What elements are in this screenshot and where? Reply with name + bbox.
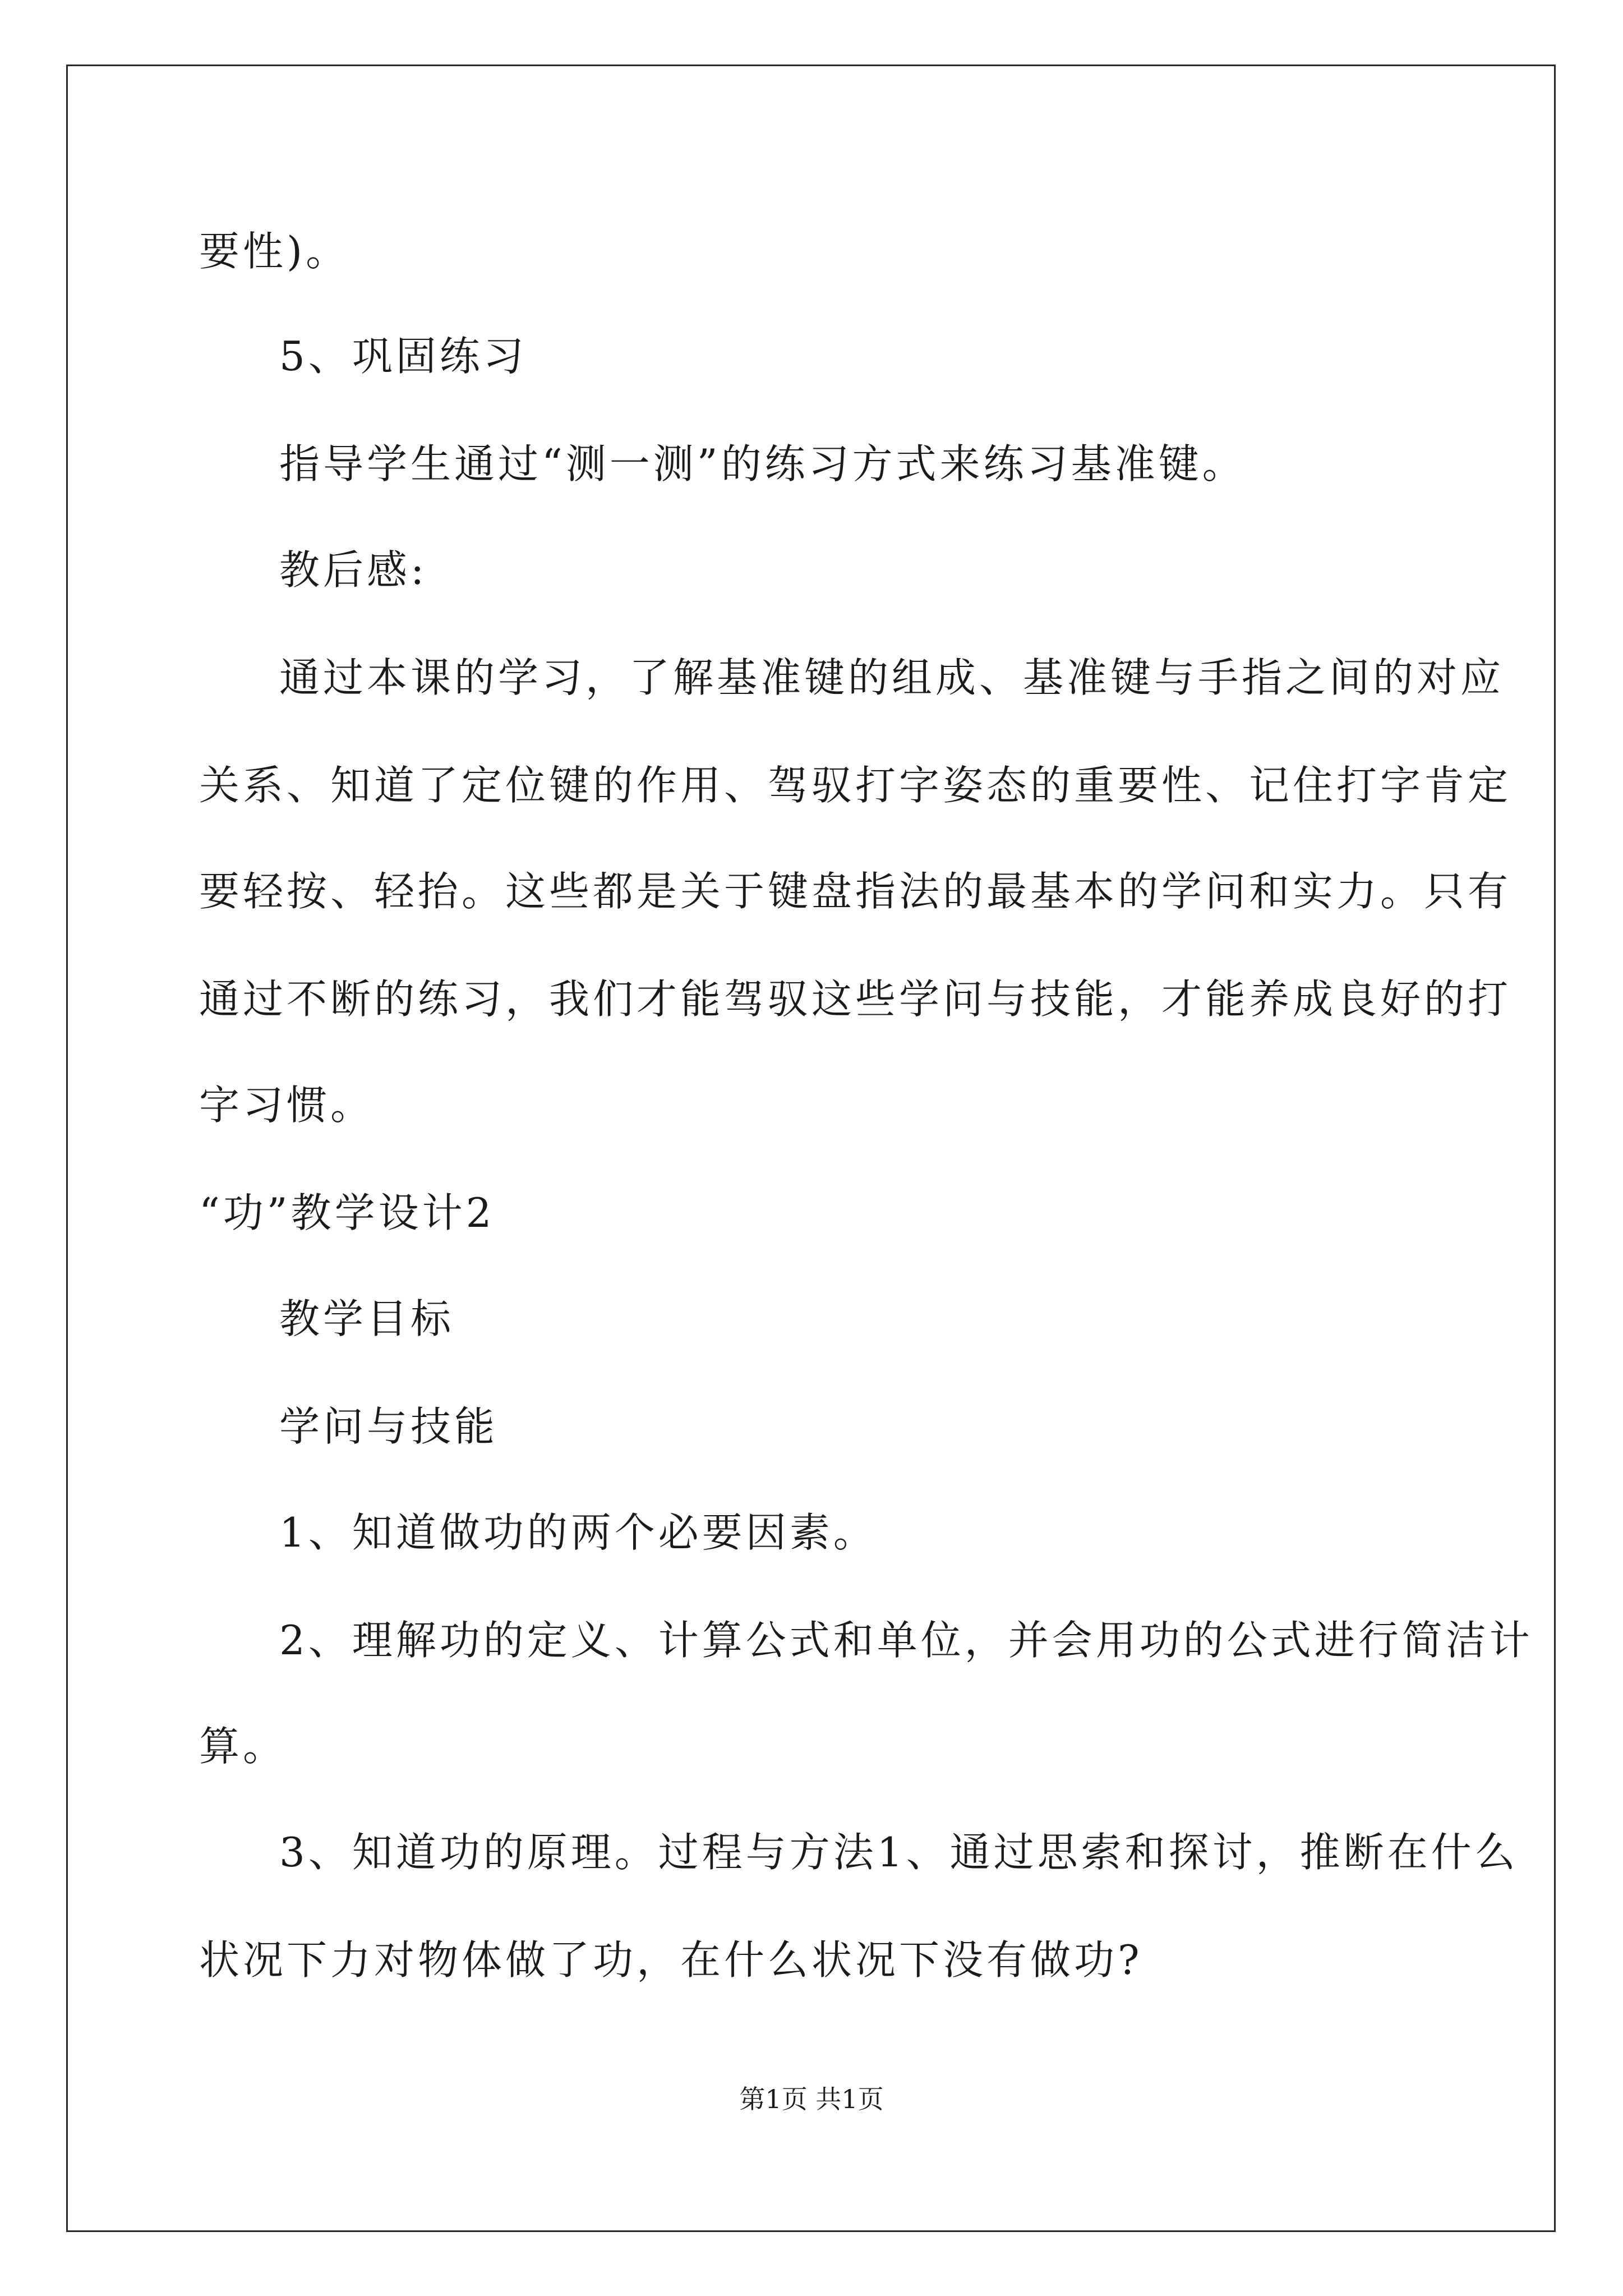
list-item: 3、知道功的原理。过程与方法1、通过思索和探讨，推断在什么 bbox=[279, 1829, 1519, 1876]
page-number: 第1页 共1页 bbox=[739, 2084, 884, 2114]
page-border bbox=[66, 65, 1556, 2232]
paragraph-line: 状况下力对物体做了功，在什么状况下没有做功? bbox=[199, 1936, 1143, 1984]
list-item: 1、知道做功的两个必要因素。 bbox=[279, 1509, 877, 1556]
section-heading: 学问与技能 bbox=[279, 1403, 499, 1450]
paragraph-line: 要性)。 bbox=[199, 228, 350, 275]
section-heading: 教学目标 bbox=[279, 1295, 455, 1342]
section-heading: 教后感: bbox=[279, 546, 428, 593]
paragraph-line: 关系、知道了定位键的作用、驾驭打字姿态的重要性、记住打字肯定 bbox=[199, 762, 1512, 809]
paragraph-line: 字习惯。 bbox=[199, 1082, 375, 1129]
list-item: 2、理解功的定义、计算公式和单位，并会用功的公式进行简洁计 bbox=[279, 1617, 1533, 1664]
paragraph-line: 指导学生通过“测一测”的练习方式来练习基准键。 bbox=[279, 440, 1246, 487]
paragraph-line: 算。 bbox=[199, 1723, 287, 1770]
paragraph-line: 要轻按、轻抬。这些都是关于键盘指法的最基本的学问和实力。只有 bbox=[199, 868, 1512, 915]
paragraph-line: 通过不断的练习，我们才能驾驭这些学问与技能，才能养成良好的打 bbox=[199, 976, 1512, 1023]
section-heading: 5、巩固练习 bbox=[279, 333, 527, 380]
article-title: “功”教学设计2 bbox=[199, 1189, 495, 1236]
paragraph-line: 通过本课的学习，了解基准键的组成、基准键与手指之间的对应 bbox=[279, 654, 1505, 701]
